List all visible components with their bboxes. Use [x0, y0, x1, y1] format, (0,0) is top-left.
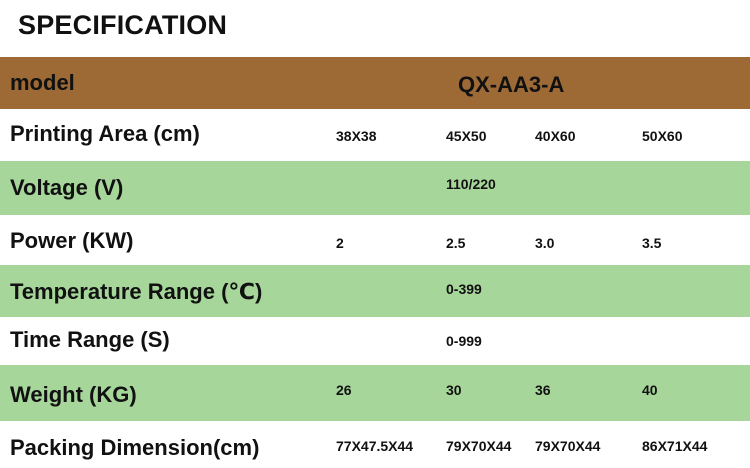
row-label: Temperature Range (℃) — [10, 279, 263, 304]
table-row-temperature — [0, 265, 750, 317]
page-title: SPECIFICATION — [18, 10, 228, 40]
row-label: Packing Dimension(cm) — [10, 435, 260, 460]
model-label: model — [10, 70, 75, 95]
table-cell: 30 — [446, 382, 462, 398]
table-cell: 36 — [535, 382, 551, 398]
table-header-row — [0, 57, 750, 109]
model-name: QX-AA3-A — [458, 72, 565, 97]
table-cell: 2 — [336, 235, 344, 251]
table-cell: 3.0 — [535, 235, 555, 251]
table-cell: 50X60 — [642, 128, 683, 144]
row-label: Voltage (V) — [10, 175, 124, 200]
table-cell: 79X70X44 — [446, 438, 512, 454]
spec-table — [0, 57, 750, 466]
table-row-weight — [0, 365, 750, 421]
table-cell: 3.5 — [642, 235, 662, 251]
table-cell: 38X38 — [336, 128, 377, 144]
table-row-power — [0, 215, 750, 265]
table-row-packing — [0, 421, 750, 466]
row-label: Power (KW) — [10, 228, 134, 253]
table-row-printing-area — [0, 109, 750, 161]
table-cell: 40X60 — [535, 128, 576, 144]
table-cell: 110/220 — [446, 176, 496, 192]
table-cell: 40 — [642, 382, 658, 398]
table-cell: 79X70X44 — [535, 438, 601, 454]
table-cell: 26 — [336, 382, 352, 398]
table-cell: 0-999 — [446, 333, 482, 349]
table-row-time — [0, 317, 750, 365]
table-cell: 86X71X44 — [642, 438, 708, 454]
table-row-voltage — [0, 161, 750, 215]
table-cell: 2.5 — [446, 235, 466, 251]
row-label: Printing Area (cm) — [10, 121, 200, 146]
table-cell: 77X47.5X44 — [336, 438, 414, 454]
row-label: Time Range (S) — [10, 327, 170, 352]
table-cell: 0-399 — [446, 281, 482, 297]
table-cell: 45X50 — [446, 128, 487, 144]
row-label: Weight (KG) — [10, 382, 137, 407]
